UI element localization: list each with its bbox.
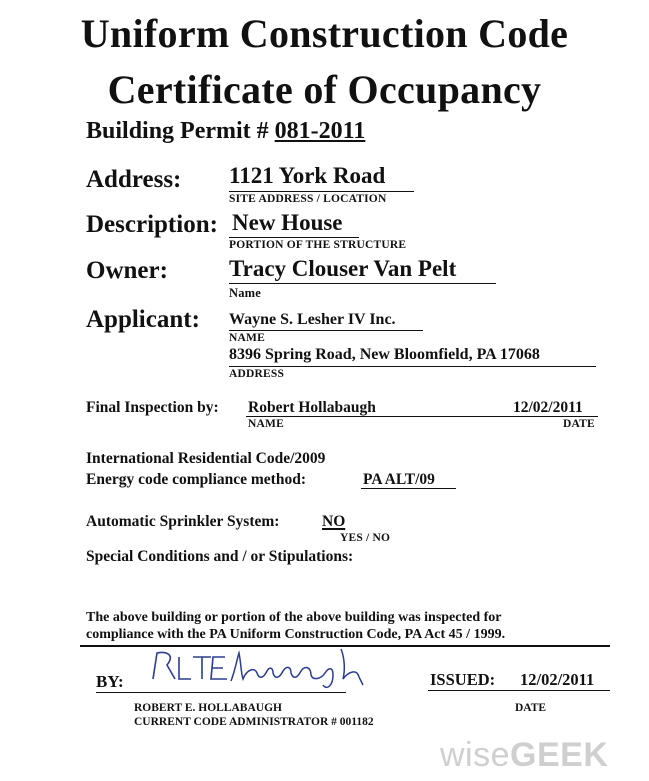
address-underline [229,191,414,192]
sprinkler-value: NO [322,513,346,530]
building-permit [86,118,365,145]
signature-image [145,645,370,693]
residential-code: International Residential Code/2009 [86,450,326,467]
applicant-address-caption: ADDRESS [229,368,285,380]
applicant-address-underline [229,366,596,367]
sprinkler-caption: YES / NO [340,532,391,544]
description-value: New House [232,210,343,235]
final-inspection-label: Final Inspection by: [86,399,219,416]
final-inspection-name: Robert Hollabaugh [248,399,376,416]
applicant-address: 8396 Spring Road, New Bloomfield, PA 17068 [229,346,540,363]
description-caption: PORTION OF THE STRUCTURE [229,239,407,251]
owner-value: Tracy Clouser Van Pelt [229,256,457,281]
energy-code-underline [361,488,456,489]
applicant-name-underline [229,330,423,331]
statement-line1: The above building or portion of the above building was inspected for [86,610,502,625]
energy-code-value: PA ALT/09 [363,471,435,488]
final-inspection-name-caption: NAME [248,418,284,430]
issued-underline [428,690,610,691]
owner-label: Owner: [86,257,168,284]
issued-label: ISSUED: [430,670,496,689]
watermark-part1: wise [440,736,511,774]
applicant-name-caption: NAME [229,332,265,344]
final-inspection-underline [246,416,598,417]
applicant-label: Applicant: [86,306,200,333]
wisegeek-watermark [440,736,608,775]
owner-underline [229,283,496,284]
certificate-title-line2: Certificate of Occupancy [107,67,542,112]
signer-title: CURRENT CODE ADMINISTRATOR # 001182 [134,716,374,728]
building-permit-number: 081-2011 [274,118,366,144]
by-label: BY: [96,672,124,691]
address-caption: SITE ADDRESS / LOCATION [229,193,387,205]
issued-date-caption: DATE [515,702,547,714]
sprinkler-label: Automatic Sprinkler System: [86,513,280,530]
energy-code-label: Energy code compliance method: [86,471,306,488]
statement-line2: compliance with the PA Uniform Construction Code, PA Act 45 / 1999. [86,627,506,642]
handwritten-signature-icon [145,645,370,693]
final-inspection-date-caption: DATE [563,418,595,430]
certificate-title-line1: Uniform Construction Code [80,11,569,56]
building-permit-label: Building Permit # [86,118,269,144]
final-inspection-date: 12/02/2011 [513,399,583,416]
signature-underline [96,692,346,693]
applicant-name: Wayne S. Lesher IV Inc. [229,311,396,328]
address-label: Address: [86,166,182,193]
description-underline [229,237,359,238]
description-label: Description: [86,211,218,238]
owner-caption: Name [229,286,262,300]
address-value: 1121 York Road [229,163,386,188]
special-conditions-label: Special Conditions and / or Stipulations: [86,548,354,565]
signer-name: ROBERT E. HOLLABAUGH [134,702,282,714]
watermark-part2: GEEK [510,736,609,774]
issued-date: 12/02/2011 [520,670,595,689]
